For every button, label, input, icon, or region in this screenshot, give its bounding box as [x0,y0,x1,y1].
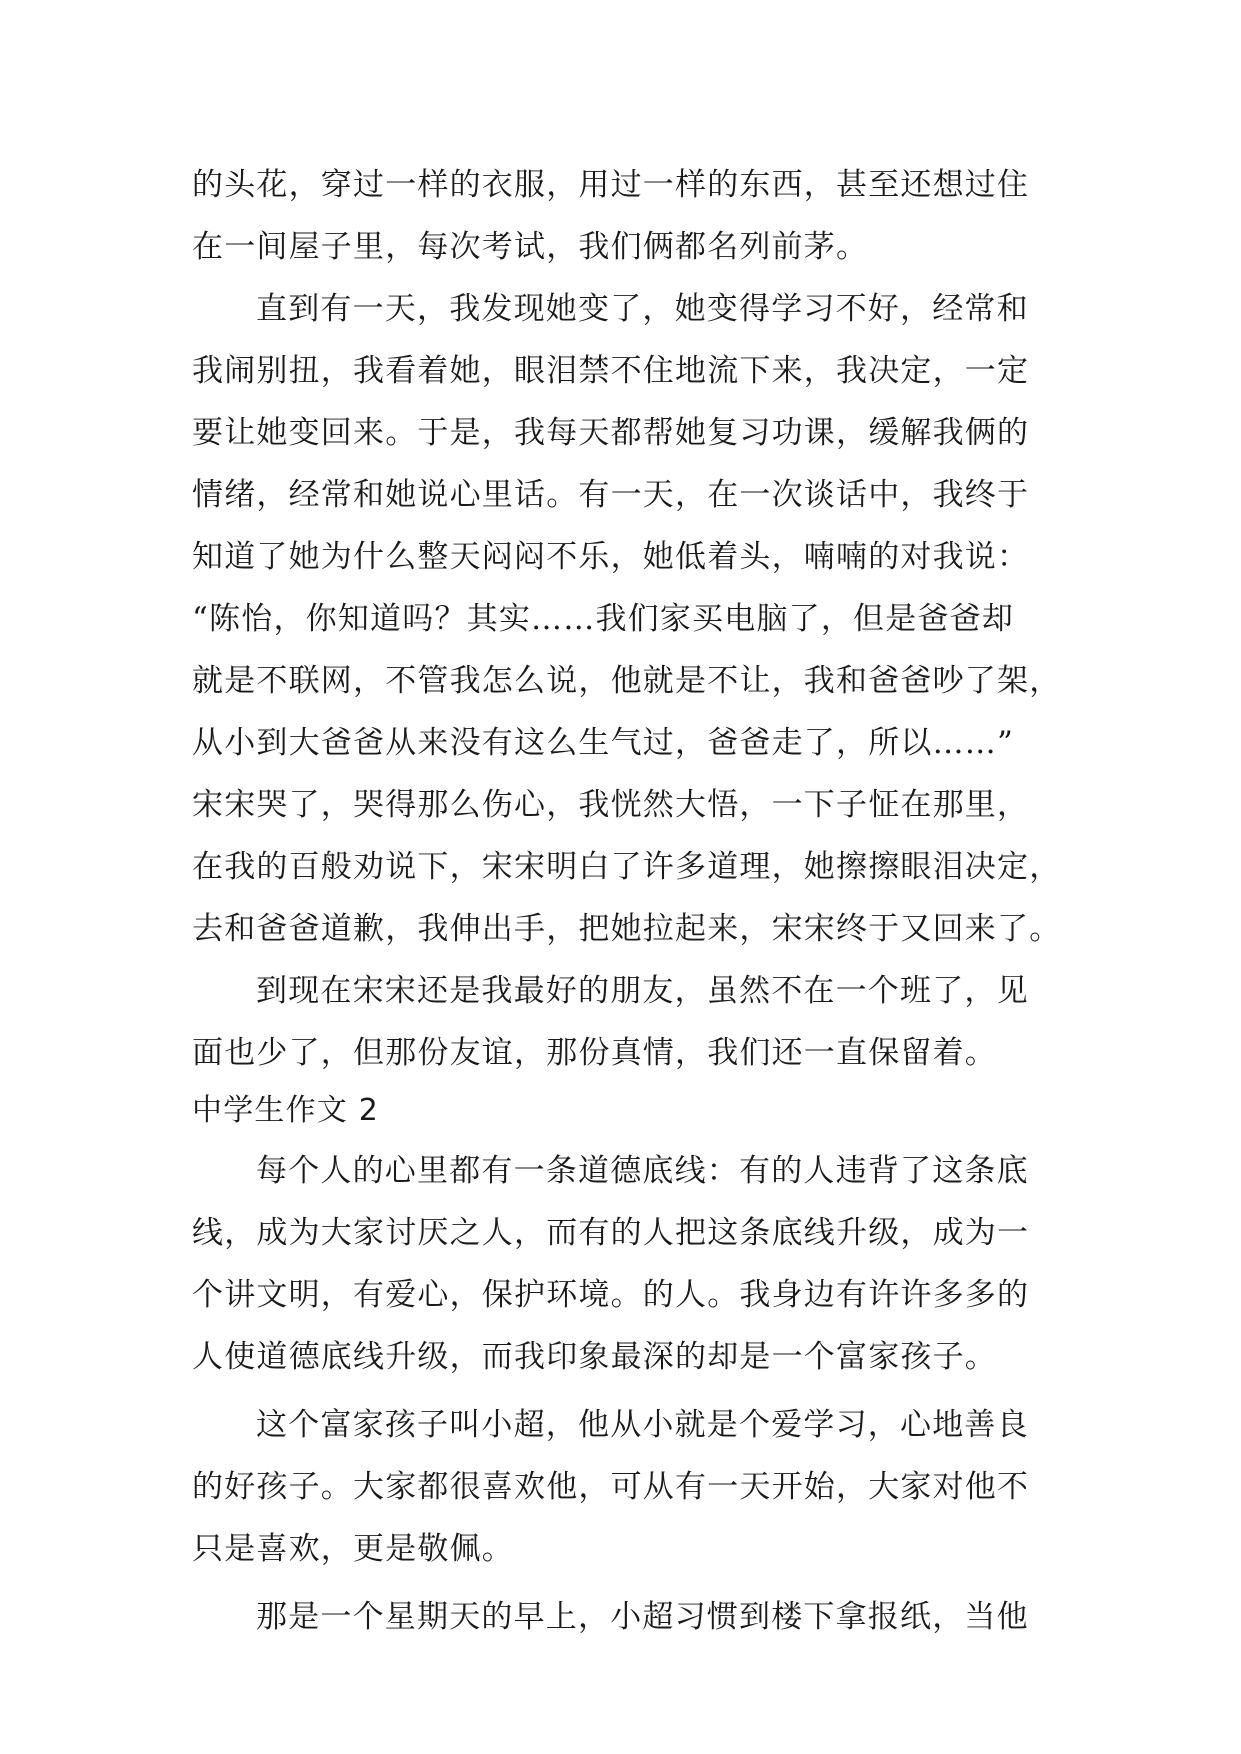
text-line: 知道了她为什么整天闷闷不乐，她低着头，喃喃的对我说： [192,539,1030,575]
text-line: 从小到大爸爸从来没有这么生气过，爸爸走了，所以……” [192,725,1015,761]
paragraph-start-line: 那是一个星期天的早上，小超习惯到楼下拿报纸，当他 [256,1599,1029,1635]
text-line: 线，成为大家讨厌之人，而有的人把这条底线升级，成为一 [192,1215,1030,1251]
paragraph-start-line: 到现在宋宋还是我最好的朋友，虽然不在一个班了，见 [256,973,1029,1009]
text-line: 情绪，经常和她说心里话。有一天，在一次谈话中，我终于 [192,477,1030,513]
text-line: 的好孩子。大家都很喜欢他，可从有一天开始，大家对他不 [192,1469,1030,1505]
text-line: 在一间屋子里，每次考试，我们俩都名列前茅。 [192,229,869,265]
text-line: 我闹别扭，我看着她，眼泪禁不住地流下来，我决定，一定 [192,353,1030,389]
text-line: 在我的百般劝说下，宋宋明白了许多道理，她擦擦眼泪决定， [192,849,1062,885]
text-line: 要让她变回来。于是，我每天都帮她复习功课，缓解我俩的 [192,415,1030,451]
text-line: 宋宋哭了，哭得那么伤心，我恍然大悟，一下子怔在那里， [192,787,1030,823]
text-line: 个讲文明，有爱心，保护环境。的人。我身边有许许多多的 [192,1277,1030,1313]
text-line: 只是喜欢，更是敬佩。 [192,1531,514,1567]
paragraph-start-line: 这个富家孩子叫小超，他从小就是个爱学习，心地善良 [256,1407,1029,1443]
text-line: 面也少了，但那份友谊，那份真情，我们还一直保留着。 [192,1035,997,1071]
text-line: 人使道德底线升级，而我印象最深的却是一个富家孩子。 [192,1339,997,1375]
paragraph-start-line: 直到有一天，我发现她变了，她变得学习不好，经常和 [256,291,1029,327]
text-line: 的头花，穿过一样的衣服，用过一样的东西，甚至还想过住 [192,167,1030,203]
text-line: 就是不联网，不管我怎么说，他就是不让，我和爸爸吵了架， [192,663,1062,699]
paragraph-start-line: 每个人的心里都有一条道德底线：有的人违背了这条底 [256,1153,1029,1189]
section-heading: 中学生作文 2 [192,1093,380,1128]
text-line: “陈怡，你知道吗？其实……我们家买电脑了，但是爸爸却 [192,601,1015,637]
text-line: 去和爸爸道歉，我伸出手，把她拉起来，宋宋终于又回来了。 [192,911,1062,947]
